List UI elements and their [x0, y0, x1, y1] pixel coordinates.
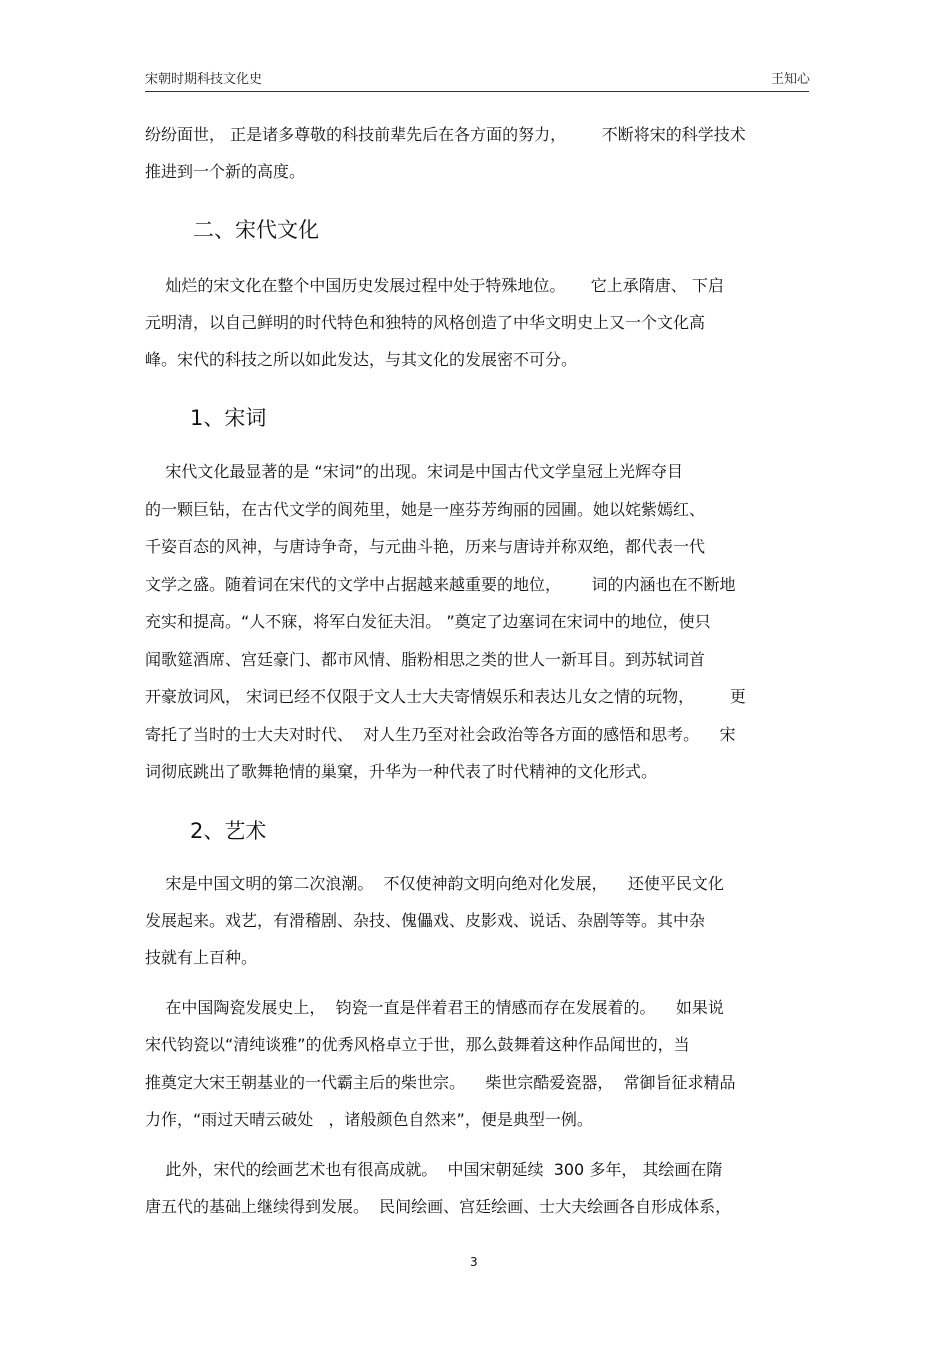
header-divider [145, 91, 809, 92]
text-line: 宋代文化最显著的是 “宋词”的出现。宋词是中国古代文学皇冠上光辉夺目 [145, 462, 684, 481]
text-line: 唐五代的基础上继续得到发展。 民间绘画、宫廷绘画、士大夫绘画各自形成体系， [145, 1197, 732, 1216]
text-line: 发展起来。戏艺，有滑稽剧、杂技、傀儡戏、皮影戏、说话、杂剧等等。其中杂 [145, 911, 706, 930]
text-line: 灿烂的宋文化在整个中国历史发展过程中处于特殊地位。 它上承隋唐、 下启 [145, 276, 724, 295]
text-line: 宋代钧瓷以“清纯谈雅”的优秀风格卓立于世，那么鼓舞着这种作品闻世的，当 [145, 1035, 690, 1054]
text-line: 在中国陶瓷发展史上， 钧瓷一直是伴着君王的情感而存在发展着的。 如果说 [145, 998, 724, 1017]
page-number: 3 [470, 1255, 478, 1269]
text-line: 的一颗巨钻，在古代文学的阆苑里，她是一座芬芳绚丽的园圃。她以姹紫嫣红、 [145, 500, 706, 519]
text-line: 纷纷面世， 正是诸多尊敬的科技前辈先后在各方面的努力， 不断将宋的科学技术 [145, 125, 746, 144]
text-line: 寄托了当时的士大夫对时代、 对人生乃至对社会政治等各方面的感悟和思考。 宋 [145, 725, 736, 744]
text-line: 技就有上百种。 [145, 948, 258, 967]
text-line: 闻歌筵酒席、宫廷豪门、都市风情、脂粉相思之类的世人一新耳目。到苏轼词首 [145, 650, 706, 669]
text-line: 宋是中国文明的第二次浪潮。 不仅使神韵文明向绝对化发展， 还使平民文化 [145, 874, 724, 893]
text-line: 元明清，以自己鲜明的时代特色和独特的风格创造了中华文明史上又一个文化高 [145, 313, 706, 332]
text-line: 力作，“雨过天晴云破处 ，诸般颜色自然来”，便是典型一例。 [145, 1110, 593, 1129]
text-line: 推进到一个新的高度。 [145, 162, 306, 181]
header-document-title: 宋朝时期科技文化史 [145, 72, 263, 87]
text-line: 推奠定大宋王朝基业的一代霸主后的柴世宗。 柴世宗酷爱瓷器， 常御旨征求精品 [145, 1073, 736, 1092]
text-line: 开豪放词风， 宋词已经不仅限于文人士大夫寄情娱乐和表达儿女之情的玩物， 更 [145, 687, 746, 706]
text-line: 此外，宋代的绘画艺术也有很高成就。 中国宋朝延续 300 多年， 其绘画在隋 [145, 1160, 723, 1179]
section-heading-song-culture: 二、宋代文化 [193, 218, 319, 242]
subsection-heading-song-ci: 1、宋词 [190, 406, 267, 430]
text-line: 词彻底跳出了歌舞艳情的巢窠，升华为一种代表了时代精神的文化形式。 [145, 762, 658, 781]
header-author: 王知心 [771, 72, 811, 87]
text-line: 充实和提高。“人不寐，将军白发征夫泪。 ”奠定了边塞词在宋词中的地位，使只 [145, 612, 711, 631]
text-line: 千姿百态的风神，与唐诗争奇，与元曲斗艳，历来与唐诗并称双绝，都代表一代 [145, 537, 706, 556]
text-line: 峰。宋代的科技之所以如此发达，与其文化的发展密不可分。 [145, 350, 578, 369]
subsection-heading-art: 2、艺术 [190, 819, 267, 843]
text-line: 文学之盛。随着词在宋代的文学中占据越来越重要的地位， 词的内涵也在不断地 [145, 575, 736, 594]
